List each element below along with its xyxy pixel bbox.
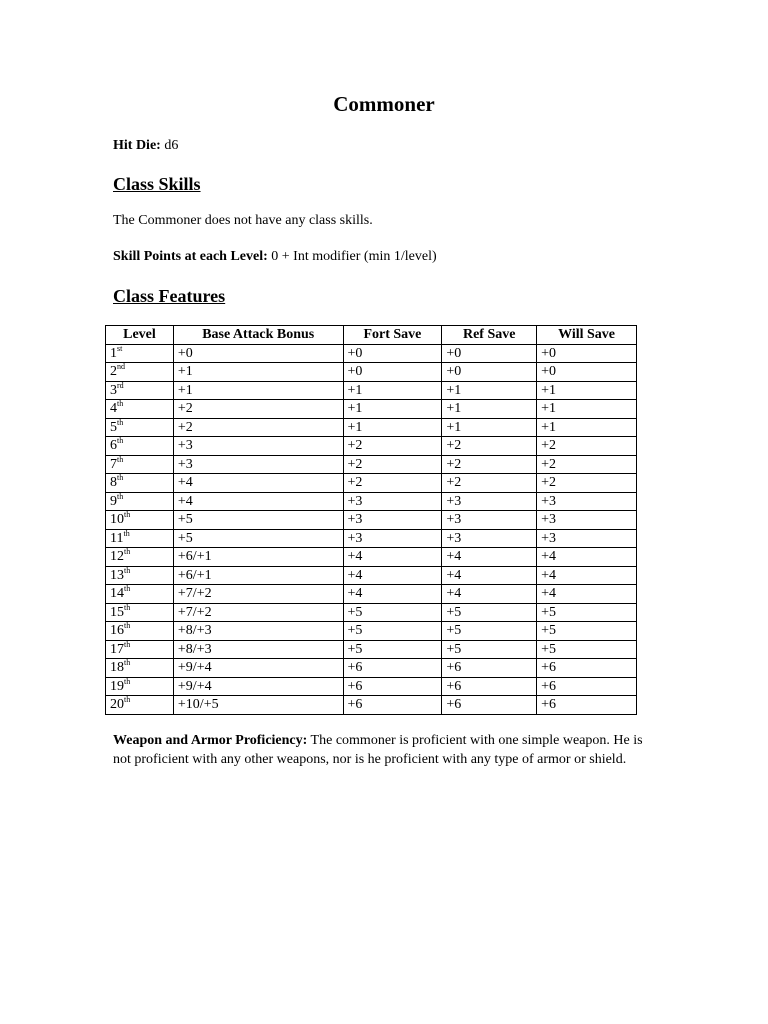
cell-level [106, 363, 174, 382]
class-features-table [105, 325, 637, 715]
skill-points-value: 0 + Int modifier (min 1/level) [271, 249, 437, 264]
cell-will-save: +1 [537, 400, 637, 419]
cell-ref-save: +1 [442, 418, 537, 437]
cell-level [106, 511, 174, 530]
table-row [106, 622, 637, 641]
level-ordinal-suffix: th [124, 565, 131, 575]
level-ordinal-suffix: th [117, 491, 124, 501]
level-ordinal-suffix: th [124, 676, 131, 686]
cell-level [106, 603, 174, 622]
cell-level [106, 640, 174, 659]
cell-will-save: +5 [537, 622, 637, 641]
table-row [106, 511, 637, 530]
cell-ref-save: +2 [442, 455, 537, 474]
cell-level [106, 400, 174, 419]
cell-ref-save: +0 [442, 363, 537, 382]
cell-will-save: +2 [537, 455, 637, 474]
level-ordinal-suffix: th [124, 658, 131, 668]
cell-ref-save: +0 [442, 344, 537, 363]
cell-level [106, 548, 174, 567]
table-row [106, 363, 637, 382]
weapon-proficiency-text: The commoner is proficient with one simple weapon. He is not proficient with any other weapons, nor is he proficient with any type of armor or shield. [113, 733, 643, 767]
cell-fort-save: +0 [343, 363, 442, 382]
cell-base-attack-bonus: +4 [173, 474, 343, 493]
cell-base-attack-bonus: +1 [173, 381, 343, 400]
level-ordinal-suffix: rd [117, 380, 124, 390]
cell-fort-save: +6 [343, 696, 442, 715]
cell-level [106, 585, 174, 604]
cell-base-attack-bonus: +9/+4 [173, 659, 343, 678]
cell-will-save: +5 [537, 603, 637, 622]
cell-will-save: +1 [537, 418, 637, 437]
cell-will-save: +2 [537, 437, 637, 456]
level-ordinal-suffix: th [117, 454, 124, 464]
level-number: 17 [110, 641, 124, 657]
cell-ref-save: +1 [442, 400, 537, 419]
cell-fort-save: +5 [343, 640, 442, 659]
cell-will-save: +6 [537, 659, 637, 678]
level-ordinal-suffix: th [117, 436, 124, 446]
skill-points-label: Skill Points at each Level: [113, 249, 268, 264]
table-row [106, 344, 637, 363]
cell-ref-save: +6 [442, 696, 537, 715]
cell-base-attack-bonus: +5 [173, 529, 343, 548]
header-ref-save: Ref Save [442, 326, 537, 345]
cell-base-attack-bonus: +3 [173, 437, 343, 456]
cell-base-attack-bonus: +8/+3 [173, 640, 343, 659]
level-ordinal-suffix: th [117, 417, 124, 427]
cell-will-save: +3 [537, 511, 637, 530]
cell-base-attack-bonus: +5 [173, 511, 343, 530]
cell-ref-save: +5 [442, 640, 537, 659]
cell-base-attack-bonus: +1 [173, 363, 343, 382]
cell-fort-save: +2 [343, 455, 442, 474]
cell-ref-save: +5 [442, 603, 537, 622]
level-number: 10 [110, 512, 124, 528]
cell-base-attack-bonus: +10/+5 [173, 696, 343, 715]
level-number: 4 [110, 401, 117, 417]
skill-points-line [113, 249, 437, 265]
level-number: 3 [110, 382, 117, 398]
cell-base-attack-bonus: +8/+3 [173, 622, 343, 641]
cell-level [106, 677, 174, 696]
table-row [106, 696, 637, 715]
cell-will-save: +0 [537, 363, 637, 382]
cell-ref-save: +2 [442, 474, 537, 493]
header-base-attack-bonus: Base Attack Bonus [173, 326, 343, 345]
cell-ref-save: +3 [442, 492, 537, 511]
cell-fort-save: +3 [343, 529, 442, 548]
level-number: 1 [110, 345, 117, 361]
cell-fort-save: +4 [343, 585, 442, 604]
cell-ref-save: +2 [442, 437, 537, 456]
level-number: 12 [110, 549, 124, 565]
cell-fort-save: +1 [343, 400, 442, 419]
cell-level [106, 492, 174, 511]
table-row [106, 474, 637, 493]
level-number: 19 [110, 678, 124, 694]
cell-fort-save: +5 [343, 603, 442, 622]
table-row [106, 455, 637, 474]
weapon-proficiency-label: Weapon and Armor Proficiency: [113, 733, 308, 748]
level-ordinal-suffix: nd [117, 362, 125, 372]
table-row [106, 548, 637, 567]
cell-level [106, 474, 174, 493]
cell-fort-save: +1 [343, 418, 442, 437]
cell-level [106, 696, 174, 715]
cell-level [106, 566, 174, 585]
level-ordinal-suffix: th [124, 639, 131, 649]
header-fort-save: Fort Save [343, 326, 442, 345]
level-ordinal-suffix: th [124, 547, 131, 557]
cell-will-save: +4 [537, 548, 637, 567]
hit-die-line [113, 138, 178, 154]
level-number: 7 [110, 456, 117, 472]
cell-will-save: +0 [537, 344, 637, 363]
cell-level [106, 381, 174, 400]
table-row [106, 381, 637, 400]
cell-will-save: +3 [537, 529, 637, 548]
class-features-heading: Class Features [113, 286, 226, 306]
cell-base-attack-bonus: +6/+1 [173, 548, 343, 567]
level-number: 14 [110, 586, 124, 602]
level-number: 20 [110, 697, 124, 713]
cell-level [106, 418, 174, 437]
class-skills-description: The Commoner does not have any class skills. [113, 213, 373, 228]
level-ordinal-suffix: th [123, 528, 130, 538]
level-ordinal-suffix: th [124, 602, 131, 612]
cell-fort-save: +3 [343, 511, 442, 530]
cell-ref-save: +6 [442, 677, 537, 696]
cell-will-save: +1 [537, 381, 637, 400]
cell-will-save: +6 [537, 696, 637, 715]
cell-level [106, 437, 174, 456]
cell-base-attack-bonus: +0 [173, 344, 343, 363]
cell-base-attack-bonus: +2 [173, 400, 343, 419]
cell-fort-save: +6 [343, 659, 442, 678]
level-number: 6 [110, 438, 117, 454]
cell-ref-save: +1 [442, 381, 537, 400]
level-number: 8 [110, 475, 117, 491]
table-row [106, 603, 637, 622]
table-row [106, 437, 637, 456]
level-number: 15 [110, 604, 124, 620]
cell-base-attack-bonus: +6/+1 [173, 566, 343, 585]
cell-will-save: +6 [537, 677, 637, 696]
cell-fort-save: +3 [343, 492, 442, 511]
cell-ref-save: +5 [442, 622, 537, 641]
table-body [106, 344, 637, 714]
level-ordinal-suffix: st [117, 343, 123, 353]
level-number: 5 [110, 419, 117, 435]
class-skills-heading: Class Skills [113, 174, 201, 194]
table-header-row [106, 326, 637, 345]
cell-fort-save: +5 [343, 622, 442, 641]
cell-ref-save: +4 [442, 566, 537, 585]
cell-level [106, 622, 174, 641]
level-ordinal-suffix: th [124, 584, 131, 594]
level-ordinal-suffix: th [124, 621, 131, 631]
cell-ref-save: +3 [442, 511, 537, 530]
cell-base-attack-bonus: +2 [173, 418, 343, 437]
level-ordinal-suffix: th [124, 510, 131, 520]
cell-level [106, 659, 174, 678]
cell-base-attack-bonus: +7/+2 [173, 585, 343, 604]
table-row [106, 585, 637, 604]
table-row [106, 400, 637, 419]
level-number: 13 [110, 567, 124, 583]
table-row [106, 640, 637, 659]
table-row [106, 659, 637, 678]
cell-fort-save: +4 [343, 548, 442, 567]
weapon-armor-proficiency [113, 732, 658, 769]
cell-fort-save: +2 [343, 437, 442, 456]
level-number: 9 [110, 493, 117, 509]
cell-will-save: +2 [537, 474, 637, 493]
cell-will-save: +4 [537, 585, 637, 604]
cell-base-attack-bonus: +9/+4 [173, 677, 343, 696]
level-ordinal-suffix: th [117, 399, 124, 409]
cell-ref-save: +6 [442, 659, 537, 678]
level-number: 16 [110, 623, 124, 639]
level-ordinal-suffix: th [124, 695, 131, 705]
level-ordinal-suffix: th [117, 473, 124, 483]
table-row [106, 418, 637, 437]
cell-fort-save: +6 [343, 677, 442, 696]
table-row [106, 677, 637, 696]
hit-die-value: d6 [164, 138, 179, 153]
cell-fort-save: +1 [343, 381, 442, 400]
cell-will-save: +3 [537, 492, 637, 511]
cell-level [106, 529, 174, 548]
cell-level [106, 455, 174, 474]
table-row [106, 529, 637, 548]
cell-fort-save: +4 [343, 566, 442, 585]
cell-base-attack-bonus: +4 [173, 492, 343, 511]
cell-base-attack-bonus: +7/+2 [173, 603, 343, 622]
level-number: 11 [110, 530, 124, 546]
hit-die-label: Hit Die: [113, 138, 161, 153]
level-number: 18 [110, 660, 124, 676]
cell-base-attack-bonus: +3 [173, 455, 343, 474]
table-row [106, 566, 637, 585]
header-level: Level [106, 326, 174, 345]
page-title: Commoner [333, 92, 435, 116]
cell-will-save: +5 [537, 640, 637, 659]
cell-level [106, 344, 174, 363]
cell-ref-save: +4 [442, 585, 537, 604]
header-will-save: Will Save [537, 326, 637, 345]
cell-fort-save: +2 [343, 474, 442, 493]
table-row [106, 492, 637, 511]
cell-ref-save: +4 [442, 548, 537, 567]
level-number: 2 [110, 364, 117, 380]
cell-will-save: +4 [537, 566, 637, 585]
cell-ref-save: +3 [442, 529, 537, 548]
cell-fort-save: +0 [343, 344, 442, 363]
